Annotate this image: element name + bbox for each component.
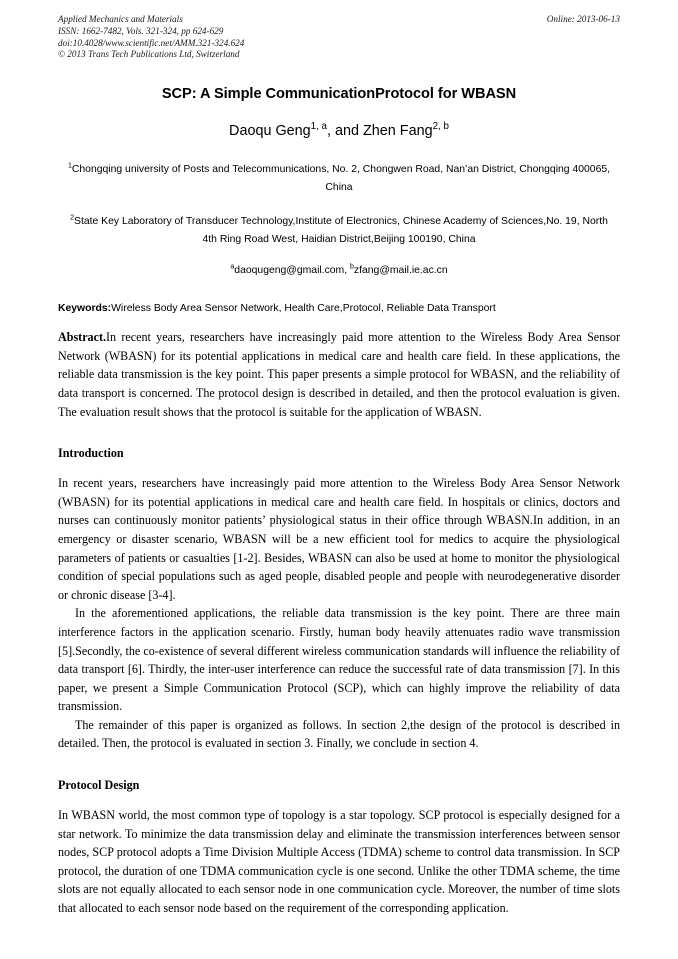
section-heading-introduction: Introduction: [58, 446, 124, 461]
publication-header: [58, 14, 620, 61]
affiliation-text-1: Chongqing university of Posts and Telecommunications, No. 2, Chongwen Road, Nan’an District, Chongqing 400065, China: [71, 164, 611, 193]
paragraph: In the aforementioned applications, the reliable data transmission is the key point. There are three main interference factors in the application scenario. Firstly, human body heavily attenuates radio wave transmission [5].Secondly, the co-existence of several different wireless communication standards will influence the reliability of data transport [6]. Thirdly, the inter-user interference can reduce the successful rate of data transmission [7]. In this paper, we present a Simple Communication Protocol (SCP), which can highly improve the reliability of data transmission.: [58, 606, 620, 714]
keywords-text: Wireless Body Area Sensor Network, Health Care,Protocol, Reliable Data Transport: [111, 303, 496, 315]
keywords-line: [58, 303, 620, 314]
paragraph: In recent years, researchers have increasingly paid more attention to the Wireless Body Area Sensor Network (WBASN) for its potential applications in medical care and health care field. In hospitals or clinics, doctors and nurses can continuously monitor patients’ physiological status in their office through WBASN.In addition, in an emergency or disaster scenario, WBASN will be a new efficient tool for medics to acquire the physiological parameters of patients or casualties [1-2]. Besides, WBASN can also be used at home to monitor the physiological condition of special populations such as aged people, disabled people and people with neurodegenerative disorder or chronic disease [3-4].: [58, 476, 620, 602]
email-marker-b: b: [349, 263, 354, 271]
journal-name: Applied Mechanics and Materials: [58, 14, 183, 24]
affiliation-marker-1: 1: [67, 162, 72, 170]
author-name-1: Daoqu Geng: [229, 123, 311, 140]
page-title: SCP: A Simple CommunicationProtocol for WBASN: [161, 86, 517, 103]
abstract-label: Abstract.: [58, 330, 107, 345]
abstract-block: [58, 328, 620, 421]
author-emails: [58, 265, 620, 276]
section-heading-protocol-design: Protocol Design: [58, 778, 140, 793]
author-separator: , and: [326, 123, 363, 140]
doi-line: doi:10.4028/www.scientific.net/AMM.321-324.624: [58, 37, 245, 48]
author-name-2: Zhen Fang: [363, 123, 433, 140]
email-address-b: zfang@mail.ie.ac.cn: [353, 265, 448, 277]
paragraph: In WBASN world, the most common type of topology is a star topology. SCP protocol is especially designed for a star network. To minimize the data transmission delay and eliminate the transmission interferences between sensor nodes, SCP protocol adopts a Time Division Multiple Access (TDMA) scheme to control data transmission. In SCP protocol, the duration of one TDMA communication cycle is one second. Unlike the other TDMA scheme, the time slots are not equally allocated to each sensor node in one communication cycle. Moreover, the number of time slots that allocated to each sensor node based on the requirement of the corresponding application.: [58, 808, 620, 916]
affiliation-marker-2: 2: [70, 214, 75, 222]
abstract-text: In recent years, researchers have increasingly paid more attention to the Wireless Body Area Sensor Network (WBASN) for its potential applications in medical care and health care field. In these applications, the reliable data transmission is the key point. This paper presents a simple protocol for WBASN, and the reliability of data transport is concerned. The protocol design is described in detailed, and then the protocol evaluation is given. The evaluation result shows that the protocol is suitable for the application of WBASN.: [58, 330, 620, 419]
copyright-line: © 2013 Trans Tech Publications Ltd, Switzerland: [58, 49, 240, 60]
issn-line: ISSN: 1662-7482, Vols. 321-324, pp 624-629: [58, 25, 224, 36]
affiliation-text-2: State Key Laboratory of Transducer Technology,Institute of Electronics, Chinese Academy of Sciences,No. 19, North 4th Ring Road West, Haidian District,Beijing 100190, China: [74, 216, 608, 245]
online-date: Online: 2013-06-13: [546, 14, 620, 24]
keywords-label: Keywords:: [58, 303, 112, 315]
paragraph: The remainder of this paper is organized as follows. In section 2,the design of the protocol is described in detailed. Then, the protocol is evaluated in section 3. Finally, we conclude in section 4.: [58, 717, 620, 751]
affiliation-1: [62, 161, 616, 196]
email-marker-a: a: [230, 263, 235, 271]
author-marker-1: 1, a: [310, 121, 327, 133]
affiliation-2: [62, 213, 616, 248]
email-address-a: daoqugeng@gmail.com,: [234, 265, 350, 277]
author-list: [58, 123, 620, 139]
author-marker-2: 2, b: [432, 121, 449, 133]
